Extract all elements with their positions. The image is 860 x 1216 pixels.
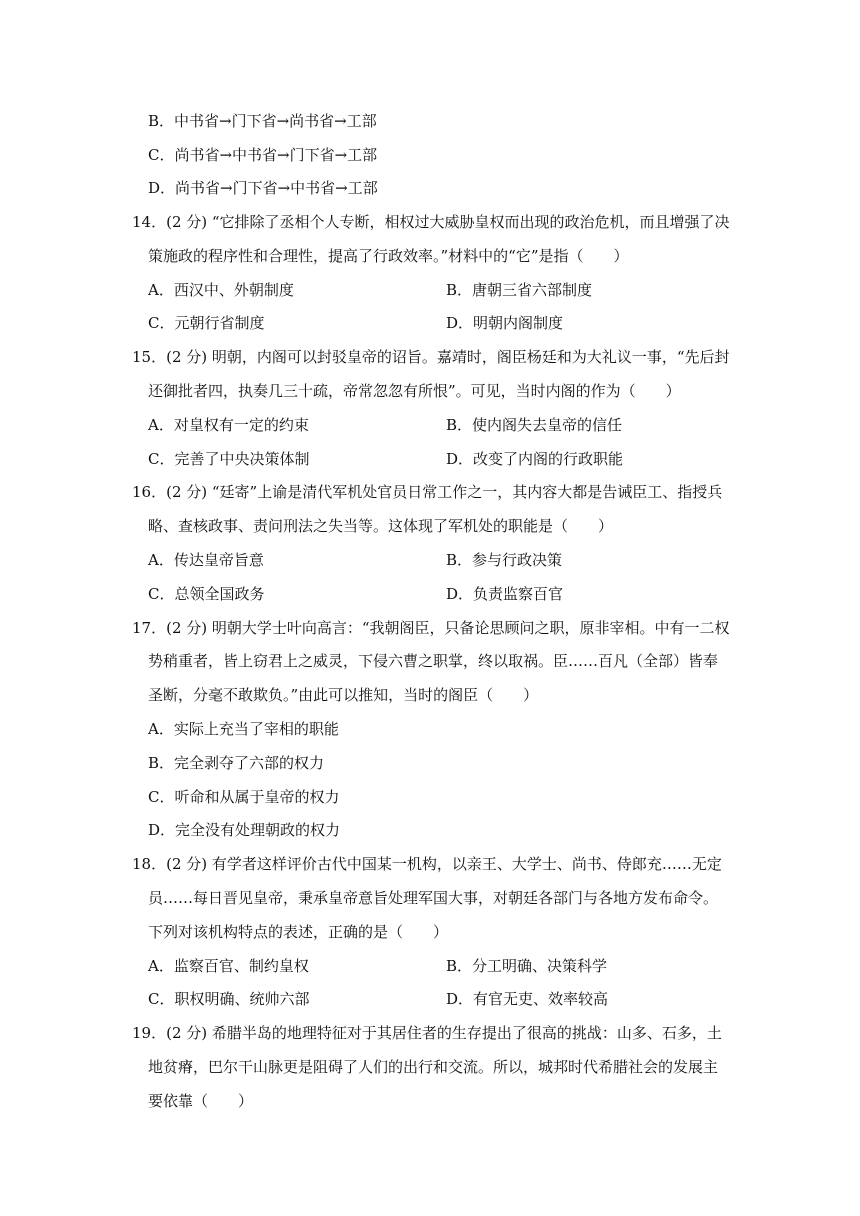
q14-option-c: C．元朝行省制度 — [148, 314, 265, 332]
q17-option-a: A．实际上充当了宰相的职能 — [148, 720, 339, 738]
q16-stem-line2: 略、查核政事、责问刑法之失当等。这体现了军机处的职能是（ ） — [148, 517, 614, 535]
q16-option-a: A．传达皇帝旨意 — [148, 551, 264, 569]
q18-option-c: C．职权明确、统帅六部 — [148, 990, 310, 1008]
q18-stem-line3: 下列对该机构特点的表述，正确的是（ ） — [148, 923, 449, 941]
q19-stem-line1: 19．(2 分) 希腊半岛的地理特征对于其居住者的生存提出了很高的挑战：山多、石多，土 — [132, 1024, 722, 1042]
q18-option-b: B．分工明确、决策科学 — [446, 957, 608, 975]
q14-option-b: B．唐朝三省六部制度 — [446, 281, 593, 299]
q19-stem-line3: 要依靠（ ） — [148, 1092, 254, 1110]
q14-option-a: A．西汉中、外朝制度 — [148, 281, 294, 299]
q16-option-d: D．负责监察百官 — [446, 585, 564, 603]
q13-option-c: C．尚书省→中书省→门下省→工部 — [148, 146, 378, 164]
q18-stem-line1: 18．(2 分) 有学者这样评价古代中国某一机构，以亲王、大学士、尚书、侍郎充……无定 — [132, 855, 722, 873]
q15-stem-line2: 还御批者四，执奏几三十疏，帝常忽忽有所恨”。可见，当时内阁的作为（ ） — [148, 382, 681, 400]
q17-stem-line1: 17．(2 分) 明朝大学士叶向高言：“我朝阁臣，只备论思顾问之职，原非宰相。中有一二权 — [132, 619, 730, 637]
q14-stem-line1: 14．(2 分) “它排除了丞相个人专断，相权过大威胁皇权而出现的政治危机，而且增强了决 — [132, 213, 730, 231]
q17-option-c: C．听命和从属于皇帝的权力 — [148, 788, 340, 806]
q15-option-c: C．完善了中央决策体制 — [148, 450, 310, 468]
q17-option-b: B．完全剥夺了六部的权力 — [148, 754, 325, 772]
q13-option-b: B．中书省→门下省→尚书省→工部 — [148, 112, 377, 130]
q16-option-c: C．总领全国政务 — [148, 585, 265, 603]
q15-option-a: A．对皇权有一定的约束 — [148, 416, 309, 434]
q18-option-d: D．有官无吏、效率较高 — [446, 990, 609, 1008]
q14-option-d: D．明朝内阁制度 — [446, 314, 564, 332]
q18-stem-line2: 员……每日晋见皇帝，秉承皇帝意旨处理军国大事，对朝廷各部门与各地方发布命令。 — [148, 889, 719, 907]
q19-stem-line2: 地贫瘠，巴尔干山脉更是阻碍了人们的出行和交流。所以，城邦时代希腊社会的发展主 — [148, 1058, 719, 1076]
q15-option-b: B．使内阁失去皇帝的信任 — [446, 416, 623, 434]
q17-stem-line3: 圣断，分毫不敢欺负。”由此可以推知，当时的阁臣（ ） — [148, 686, 539, 704]
q16-stem-line1: 16．(2 分) “廷寄”上谕是清代军机处官员日常工作之一，其内容大都是告诫臣工、指授兵 — [132, 483, 723, 501]
q17-stem-line2: 势稍重者，皆上窃君上之威灵，下侵六曹之职掌，终以取祸。臣……百凡（全部）皆奉 — [148, 652, 719, 670]
q15-option-d: D．改变了内阁的行政职能 — [446, 450, 624, 468]
q14-stem-line2: 策施政的程序性和合理性，提高了行政效率。”材料中的“它”是指（ ） — [148, 247, 629, 265]
q16-option-b: B．参与行政决策 — [446, 551, 563, 569]
q18-option-a: A．监察百官、制约皇权 — [148, 957, 309, 975]
q13-option-d: D．尚书省→门下省→中书省→工部 — [148, 179, 378, 197]
q15-stem-line1: 15．(2 分) 明朝，内阁可以封驳皇帝的诏旨。嘉靖时，阁臣杨廷和为大礼议一事，“先后封 — [132, 348, 730, 366]
q17-option-d: D．完全没有处理朝政的权力 — [148, 821, 341, 839]
